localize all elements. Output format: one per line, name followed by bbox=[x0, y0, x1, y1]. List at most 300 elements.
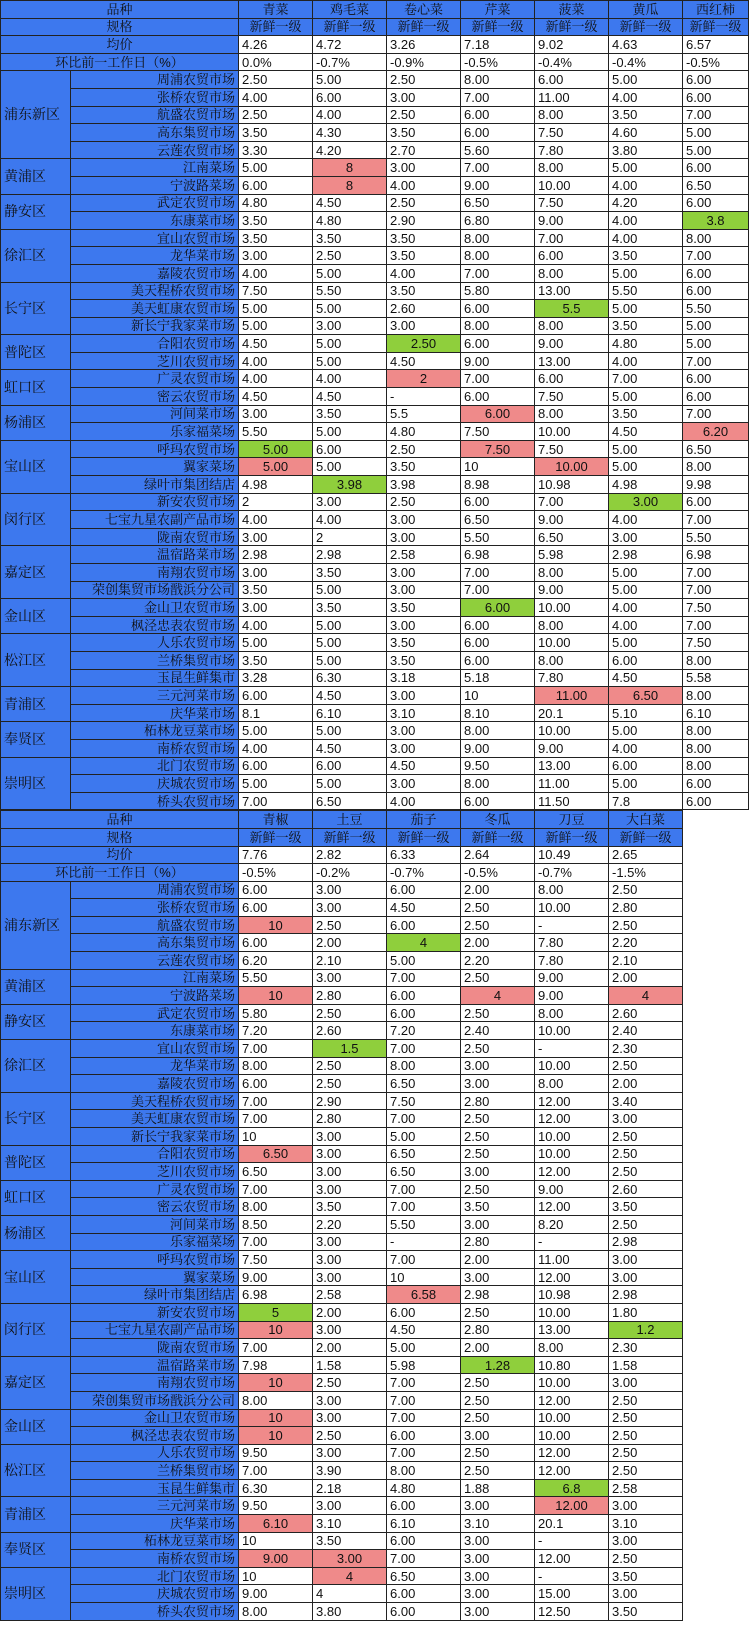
average-price-label: 均价 bbox=[1, 36, 239, 54]
table-row bbox=[1, 1233, 683, 1251]
price-cell: 8.00 bbox=[461, 71, 535, 89]
price-cell: 5.80 bbox=[461, 282, 535, 300]
price-cell: 7.50 bbox=[535, 124, 609, 142]
price-cell: 6.00 bbox=[683, 159, 749, 177]
table-row bbox=[1, 616, 749, 634]
price-cell: 7.00 bbox=[239, 1180, 313, 1198]
price-cell: 5.50 bbox=[239, 423, 313, 441]
price-cell: 2.50 bbox=[609, 1444, 683, 1462]
price-cell: 2.50 bbox=[461, 1128, 535, 1146]
price-cell: 2.58 bbox=[387, 546, 461, 564]
price-cell: 10.00 bbox=[535, 1427, 609, 1445]
market-name: 云莲农贸市场 bbox=[71, 952, 239, 970]
change-percent: -0.5% bbox=[683, 53, 749, 71]
price-cell: 7.00 bbox=[461, 581, 535, 599]
table-row bbox=[1, 881, 683, 899]
table-row bbox=[1, 300, 749, 318]
price-cell: 6.00 bbox=[387, 1603, 461, 1621]
price-cell: 4.50 bbox=[239, 388, 313, 406]
price-cell: 8.00 bbox=[535, 564, 609, 582]
market-name: 密云农贸市场 bbox=[71, 388, 239, 406]
price-cell: 10.98 bbox=[535, 476, 609, 494]
price-cell: 8.00 bbox=[461, 247, 535, 265]
table-row bbox=[1, 141, 749, 159]
price-cell: 10.00 bbox=[535, 1374, 609, 1392]
market-name: 嘉陵农贸市场 bbox=[71, 264, 239, 282]
vegetable-name: 西红柿 bbox=[683, 1, 749, 19]
price-cell: 8.00 bbox=[535, 651, 609, 669]
table-row bbox=[1, 159, 749, 177]
price-cell: 5.5 bbox=[535, 300, 609, 318]
price-cell: 5.00 bbox=[609, 458, 683, 476]
price-cell: 7.20 bbox=[387, 1022, 461, 1040]
price-cell: 5.00 bbox=[313, 651, 387, 669]
price-cell: 6.00 bbox=[239, 176, 313, 194]
price-cell: 8.00 bbox=[683, 687, 749, 705]
price-cell: 3.00 bbox=[387, 511, 461, 529]
price-cell: 12.00 bbox=[535, 1268, 609, 1286]
price-cell: 5.00 bbox=[239, 775, 313, 793]
market-name: 嘉陵农贸市场 bbox=[71, 1075, 239, 1093]
price-cell: 3.00 bbox=[239, 564, 313, 582]
price-cell: 6.10 bbox=[239, 1515, 313, 1533]
price-cell: 7.80 bbox=[535, 669, 609, 687]
table-row bbox=[1, 1215, 683, 1233]
table-row bbox=[1, 352, 749, 370]
price-cell: 6.50 bbox=[387, 1145, 461, 1163]
price-cell: 2.50 bbox=[239, 71, 313, 89]
market-name: 金山卫农贸市场 bbox=[71, 599, 239, 617]
price-cell: 2.50 bbox=[609, 1163, 683, 1181]
average-price: 6.33 bbox=[387, 846, 461, 864]
table-row bbox=[1, 176, 749, 194]
price-cell: 12.00 bbox=[535, 1391, 609, 1409]
price-cell: 3.00 bbox=[239, 247, 313, 265]
price-cell: 4.00 bbox=[387, 264, 461, 282]
price-cell: 7.00 bbox=[683, 616, 749, 634]
market-name: 高东集贸市场 bbox=[71, 934, 239, 952]
price-cell: 2.20 bbox=[609, 934, 683, 952]
table-row bbox=[1, 317, 749, 335]
table-row bbox=[1, 405, 749, 423]
price-cell: 2.50 bbox=[609, 1145, 683, 1163]
table-row bbox=[1, 1022, 683, 1040]
price-cell: 7.00 bbox=[683, 511, 749, 529]
price-cell: 5.50 bbox=[683, 300, 749, 318]
market-name: 新安农贸市场 bbox=[71, 1303, 239, 1321]
price-cell: 8.00 bbox=[461, 317, 535, 335]
price-cell: 2.50 bbox=[461, 1409, 535, 1427]
price-cell: 3.00 bbox=[313, 1145, 387, 1163]
price-cell: 2.50 bbox=[461, 1303, 535, 1321]
price-cell: 5.50 bbox=[683, 528, 749, 546]
price-cell: 2.00 bbox=[609, 969, 683, 987]
district-name: 闵行区 bbox=[1, 1303, 71, 1356]
price-cell: 3.00 bbox=[387, 88, 461, 106]
market-name: 北门农贸市场 bbox=[71, 1567, 239, 1585]
price-cell: 10.00 bbox=[535, 458, 609, 476]
district-name: 青浦区 bbox=[1, 687, 71, 722]
table-row bbox=[1, 124, 749, 142]
price-cell: 8.00 bbox=[461, 722, 535, 740]
market-name: 兰桥集贸市场 bbox=[71, 1462, 239, 1480]
price-cell: 9.00 bbox=[461, 352, 535, 370]
price-cell: 3.00 bbox=[609, 1585, 683, 1603]
price-cell: 7.00 bbox=[387, 1391, 461, 1409]
price-cell: 4.50 bbox=[387, 1321, 461, 1339]
table-row bbox=[1, 969, 683, 987]
market-name: 美天虹康农贸市场 bbox=[71, 300, 239, 318]
price-cell: 6.00 bbox=[683, 775, 749, 793]
table-row bbox=[1, 1004, 683, 1022]
table-row bbox=[1, 581, 749, 599]
table-row bbox=[1, 370, 749, 388]
price-cell: 7.50 bbox=[461, 423, 535, 441]
price-cell: 5.00 bbox=[609, 388, 683, 406]
price-cell: 6.00 bbox=[683, 792, 749, 810]
price-cell: 7.50 bbox=[535, 194, 609, 212]
table-row bbox=[1, 1092, 683, 1110]
vegetable-name: 鸡毛菜 bbox=[313, 1, 387, 19]
price-cell: 2.98 bbox=[239, 546, 313, 564]
district-name: 青浦区 bbox=[1, 1497, 71, 1532]
table-row bbox=[1, 1075, 683, 1093]
price-cell: 6.00 bbox=[461, 651, 535, 669]
market-name: 航盛农贸市场 bbox=[71, 106, 239, 124]
table-row bbox=[1, 1479, 683, 1497]
price-cell: 15.00 bbox=[535, 1585, 609, 1603]
table-row bbox=[1, 1128, 683, 1146]
price-cell: 7.00 bbox=[461, 88, 535, 106]
district-name: 静安区 bbox=[1, 1004, 71, 1039]
price-cell: 5.00 bbox=[239, 159, 313, 177]
price-cell: 6.50 bbox=[535, 528, 609, 546]
market-name: 宜山农贸市场 bbox=[71, 229, 239, 247]
price-cell: 1.5 bbox=[313, 1040, 387, 1058]
market-name: 柘林龙豆菜市场 bbox=[71, 1532, 239, 1550]
price-cell: 6.50 bbox=[683, 440, 749, 458]
district-name: 杨浦区 bbox=[1, 1215, 71, 1250]
price-cell: 4.20 bbox=[313, 141, 387, 159]
price-cell: 2.00 bbox=[461, 881, 535, 899]
price-cell: 3.00 bbox=[461, 1268, 535, 1286]
price-cell: 5.00 bbox=[313, 616, 387, 634]
price-cell: 9.00 bbox=[535, 1180, 609, 1198]
price-cell: 2.50 bbox=[461, 1180, 535, 1198]
market-name: 宁波路菜场 bbox=[71, 987, 239, 1005]
market-name: 新长宁我家菜市场 bbox=[71, 317, 239, 335]
price-cell: 8.1 bbox=[239, 704, 313, 722]
price-cell: 4.50 bbox=[609, 423, 683, 441]
price-cell: 3.00 bbox=[387, 564, 461, 582]
price-cell: 2.00 bbox=[609, 1075, 683, 1093]
price-cell: 6.20 bbox=[683, 423, 749, 441]
price-cell: 7.00 bbox=[387, 1198, 461, 1216]
table-row bbox=[1, 1391, 683, 1409]
market-name: 兰桥集贸市场 bbox=[71, 651, 239, 669]
price-cell: 7.98 bbox=[239, 1356, 313, 1374]
price-cell: 8.00 bbox=[683, 757, 749, 775]
price-cell: 3.00 bbox=[313, 881, 387, 899]
price-cell: 8.00 bbox=[239, 1198, 313, 1216]
price-cell: 1.2 bbox=[609, 1321, 683, 1339]
district-name: 宝山区 bbox=[1, 440, 71, 493]
price-cell: 3.00 bbox=[387, 775, 461, 793]
market-name: 龙华菜市场 bbox=[71, 247, 239, 265]
price-cell: 10 bbox=[239, 987, 313, 1005]
price-cell: 5.00 bbox=[609, 159, 683, 177]
price-cell: 11.00 bbox=[535, 687, 609, 705]
price-cell: 3.50 bbox=[239, 212, 313, 230]
price-cell: 4 bbox=[609, 987, 683, 1005]
price-cell: 4.50 bbox=[609, 669, 683, 687]
district-name: 奉贤区 bbox=[1, 722, 71, 757]
price-cell: 8.00 bbox=[535, 264, 609, 282]
market-name: 乐家福菜场 bbox=[71, 1233, 239, 1251]
price-cell: 2.50 bbox=[313, 1004, 387, 1022]
price-cell: 6.00 bbox=[683, 388, 749, 406]
price-cell: 8.00 bbox=[535, 881, 609, 899]
change-percent: -0.2% bbox=[313, 864, 387, 882]
market-name: 高东集贸市场 bbox=[71, 124, 239, 142]
price-cell: 8.00 bbox=[535, 1075, 609, 1093]
price-cell: 3.00 bbox=[387, 581, 461, 599]
price-cell: 6.50 bbox=[683, 176, 749, 194]
price-cell: 4.50 bbox=[239, 335, 313, 353]
price-cell: 6.00 bbox=[239, 1075, 313, 1093]
price-cell: 4.00 bbox=[313, 511, 387, 529]
price-cell: 3.50 bbox=[387, 458, 461, 476]
price-cell: 6.50 bbox=[239, 1163, 313, 1181]
vegetable-name: 青菜 bbox=[239, 1, 313, 19]
district-name: 静安区 bbox=[1, 194, 71, 229]
price-cell: 3.00 bbox=[387, 317, 461, 335]
price-cell: 11.00 bbox=[535, 1251, 609, 1269]
price-cell: 6.50 bbox=[387, 1163, 461, 1181]
price-cell: 3.8 bbox=[683, 212, 749, 230]
price-cell: 8.00 bbox=[535, 1339, 609, 1357]
price-cell: 3.50 bbox=[387, 651, 461, 669]
price-cell: 2.50 bbox=[609, 1550, 683, 1568]
market-name: 呼玛农贸市场 bbox=[71, 1251, 239, 1269]
price-cell: 4.50 bbox=[387, 757, 461, 775]
price-cell: 3.50 bbox=[461, 1198, 535, 1216]
price-cell: 10 bbox=[239, 1374, 313, 1392]
average-price: 9.02 bbox=[535, 36, 609, 54]
price-cell: 4.00 bbox=[239, 739, 313, 757]
price-cell: 7.00 bbox=[239, 1092, 313, 1110]
price-cell: 3.50 bbox=[609, 317, 683, 335]
average-price: 7.18 bbox=[461, 36, 535, 54]
table-row bbox=[1, 899, 683, 917]
price-cell: 7.50 bbox=[239, 282, 313, 300]
price-cell: 2.50 bbox=[313, 1374, 387, 1392]
change-percent: -0.5% bbox=[239, 864, 313, 882]
price-cell: 5.00 bbox=[239, 317, 313, 335]
price-cell: 4.50 bbox=[387, 352, 461, 370]
market-name: 云莲农贸市场 bbox=[71, 141, 239, 159]
price-cell: 7.00 bbox=[387, 1409, 461, 1427]
price-cell: 6.00 bbox=[387, 1303, 461, 1321]
table-row bbox=[1, 1163, 683, 1181]
market-name: 武定农贸市场 bbox=[71, 194, 239, 212]
price-cell: 6.30 bbox=[313, 669, 387, 687]
table-row bbox=[1, 194, 749, 212]
price-cell: 4.00 bbox=[609, 739, 683, 757]
price-cell: 8.00 bbox=[461, 775, 535, 793]
spec-grade: 新鲜一级 bbox=[683, 18, 749, 36]
change-percent: -0.4% bbox=[609, 53, 683, 71]
market-name: 东康菜市场 bbox=[71, 212, 239, 230]
price-cell: 10.00 bbox=[535, 1057, 609, 1075]
vegetable-name: 卷心菜 bbox=[387, 1, 461, 19]
price-cell: 3.00 bbox=[313, 1409, 387, 1427]
price-cell: - bbox=[535, 1233, 609, 1251]
price-cell: 3.50 bbox=[387, 634, 461, 652]
district-name: 徐汇区 bbox=[1, 1040, 71, 1093]
price-cell: 10.00 bbox=[535, 423, 609, 441]
table-row bbox=[1, 264, 749, 282]
price-cell: 8.00 bbox=[239, 1391, 313, 1409]
average-price: 4.26 bbox=[239, 36, 313, 54]
price-cell: 2.80 bbox=[313, 1110, 387, 1128]
market-name: 河间菜市场 bbox=[71, 405, 239, 423]
price-cell: 6.00 bbox=[461, 388, 535, 406]
price-cell: 3.00 bbox=[609, 1251, 683, 1269]
price-cell: 2.40 bbox=[609, 1022, 683, 1040]
change-label: 环比前一工作日（%） bbox=[1, 864, 239, 882]
market-name: 翼家菜场 bbox=[71, 1268, 239, 1286]
price-cell: 4.98 bbox=[609, 476, 683, 494]
price-cell: 5.00 bbox=[683, 335, 749, 353]
price-cell: 5.00 bbox=[609, 300, 683, 318]
price-cell: 9.98 bbox=[683, 476, 749, 494]
price-cell: 5.00 bbox=[683, 141, 749, 159]
price-cell: 5.00 bbox=[313, 775, 387, 793]
price-cell: 5.98 bbox=[535, 546, 609, 564]
market-name: 枫泾忠表农贸市场 bbox=[71, 1427, 239, 1445]
market-name: 周浦农贸市场 bbox=[71, 71, 239, 89]
price-cell: 5.00 bbox=[239, 300, 313, 318]
price-cell: 3.00 bbox=[313, 1251, 387, 1269]
price-cell: 3.00 bbox=[461, 1497, 535, 1515]
price-cell: 6.50 bbox=[461, 194, 535, 212]
price-cell: 7.50 bbox=[683, 599, 749, 617]
price-cell: - bbox=[387, 1233, 461, 1251]
district-name: 黄浦区 bbox=[1, 159, 71, 194]
price-cell: 6.00 bbox=[683, 88, 749, 106]
price-cell: 5 bbox=[239, 1303, 313, 1321]
price-cell: 7.00 bbox=[461, 264, 535, 282]
price-cell: 4.00 bbox=[239, 616, 313, 634]
spec-grade: 新鲜一级 bbox=[535, 18, 609, 36]
price-cell: 7.00 bbox=[239, 792, 313, 810]
average-price: 3.26 bbox=[387, 36, 461, 54]
vegetable-name: 芹菜 bbox=[461, 1, 535, 19]
header-variety-label: 品种 bbox=[1, 811, 239, 829]
district-name: 徐汇区 bbox=[1, 229, 71, 282]
price-cell: 2.60 bbox=[609, 1004, 683, 1022]
table-row bbox=[1, 1374, 683, 1392]
price-cell: 7.00 bbox=[683, 581, 749, 599]
price-cell: 10.00 bbox=[535, 599, 609, 617]
price-cell: 2.98 bbox=[313, 546, 387, 564]
price-cell: 6.50 bbox=[609, 687, 683, 705]
price-cell: 2.50 bbox=[609, 1128, 683, 1146]
market-name: 绿叶市集团结店 bbox=[71, 1286, 239, 1304]
price-cell: 6.00 bbox=[461, 792, 535, 810]
price-cell: 5.00 bbox=[239, 722, 313, 740]
price-cell: 7.00 bbox=[461, 370, 535, 388]
price-cell: 3.50 bbox=[609, 247, 683, 265]
price-cell: 2.50 bbox=[387, 493, 461, 511]
price-cell: 10 bbox=[239, 1128, 313, 1146]
price-cell: 9.50 bbox=[239, 1444, 313, 1462]
price-cell: 5.50 bbox=[313, 282, 387, 300]
price-cell: 4.00 bbox=[609, 511, 683, 529]
price-cell: 2.10 bbox=[313, 952, 387, 970]
price-cell: 2.18 bbox=[313, 1479, 387, 1497]
table-row bbox=[1, 229, 749, 247]
header-spec-label: 规格 bbox=[1, 18, 239, 36]
price-cell: 7.00 bbox=[683, 564, 749, 582]
price-cell: 3.50 bbox=[313, 599, 387, 617]
vegetable-name: 大白菜 bbox=[609, 811, 683, 829]
price-cell: 8.00 bbox=[535, 317, 609, 335]
price-cell: 4 bbox=[313, 1585, 387, 1603]
price-cell: 8.00 bbox=[535, 159, 609, 177]
price-cell: 2.50 bbox=[609, 1391, 683, 1409]
price-cell: 2.50 bbox=[461, 1391, 535, 1409]
price-cell: 11.00 bbox=[535, 775, 609, 793]
price-cell: 12.00 bbox=[535, 1198, 609, 1216]
market-name: 三元河菜市场 bbox=[71, 1497, 239, 1515]
price-cell: 6.10 bbox=[683, 704, 749, 722]
price-cell: 2.50 bbox=[313, 1057, 387, 1075]
price-cell: 5.00 bbox=[387, 952, 461, 970]
price-cell: 2.10 bbox=[609, 952, 683, 970]
price-cell: 2.50 bbox=[387, 335, 461, 353]
price-cell: 2.50 bbox=[313, 247, 387, 265]
price-cell: 6.00 bbox=[461, 634, 535, 652]
price-cell: 7.80 bbox=[535, 952, 609, 970]
vegetable-name: 冬瓜 bbox=[461, 811, 535, 829]
price-cell: 10 bbox=[387, 1268, 461, 1286]
price-cell: 3.00 bbox=[609, 1374, 683, 1392]
price-cell: 2 bbox=[387, 370, 461, 388]
price-cell: 1.58 bbox=[609, 1356, 683, 1374]
price-cell: 1.58 bbox=[313, 1356, 387, 1374]
price-cell: 3.50 bbox=[387, 247, 461, 265]
price-cell: 6.30 bbox=[239, 1479, 313, 1497]
price-cell: 12.50 bbox=[535, 1603, 609, 1621]
price-cell: 3.00 bbox=[387, 687, 461, 705]
spec-grade: 新鲜一级 bbox=[535, 828, 609, 846]
price-cell: 7.00 bbox=[387, 1251, 461, 1269]
price-cell: 7.00 bbox=[387, 1110, 461, 1128]
price-cell: 3.00 bbox=[609, 1497, 683, 1515]
market-name: 枫泾忠表农贸市场 bbox=[71, 616, 239, 634]
spec-grade: 新鲜一级 bbox=[461, 828, 535, 846]
price-cell: 2.00 bbox=[461, 934, 535, 952]
spec-grade: 新鲜一级 bbox=[609, 18, 683, 36]
table-row bbox=[1, 952, 683, 970]
price-cell: 3.50 bbox=[387, 599, 461, 617]
table-row bbox=[1, 564, 749, 582]
price-cell: 3.28 bbox=[239, 669, 313, 687]
price-cell: 2.50 bbox=[461, 1110, 535, 1128]
price-cell: 4.50 bbox=[313, 388, 387, 406]
